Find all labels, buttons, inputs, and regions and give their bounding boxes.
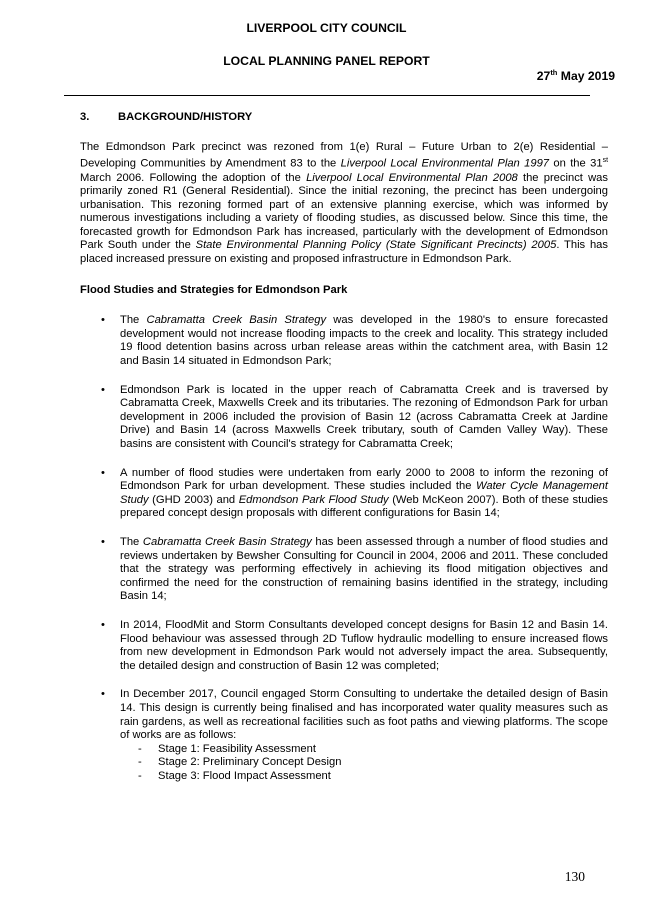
dash-marker: - <box>138 756 142 769</box>
bullet-icon: • <box>101 466 105 479</box>
item-italic: Water Cycle Management Study <box>120 480 608 506</box>
report-date <box>537 69 615 83</box>
paragraph-italic: Liverpool Local Environmental Plan 2008 <box>306 171 518 184</box>
item-italic: Edmondson Park Flood Study <box>238 493 389 506</box>
flood-studies-heading: Flood Studies and Strategies for Edmondson Park <box>80 283 348 296</box>
paragraph-italic: State Environmental Planning Policy (State Significant Precincts) 2005 <box>195 239 557 252</box>
bullet-icon: • <box>101 535 105 548</box>
date-month-year: May 2019 <box>557 69 615 83</box>
section-heading <box>80 111 608 125</box>
list-item <box>80 384 608 452</box>
section-title: BACKGROUND/HISTORY <box>118 111 253 123</box>
dash-marker: - <box>138 769 142 782</box>
list-item <box>80 536 608 604</box>
item-text: Edmondson Park is located in the upper reach of Cabramatta Creek and is traversed by Cabramatta Creek, Maxwells Creek and its tributaries. The rezoning of Edmondson Park for urban development in 2006 included the provision of Basin 12 (across Cabramatta Creek at Jardine Drive) and Basin 14 (across Maxwells Creek tributary, south of Camden Valley Way). These basins are consistent with Council's strategy for Cabramatta Creek; <box>120 383 608 451</box>
stage-text: Stage 3: Flood Impact Assessment <box>158 769 331 782</box>
dash-marker: - <box>138 742 142 755</box>
item-text: The <box>120 314 147 327</box>
list-item <box>80 688 608 783</box>
flood-studies-list <box>80 314 608 783</box>
paragraph-text: March 2006. Following the adoption of the <box>80 171 307 184</box>
bullet-icon: • <box>101 383 105 396</box>
bullet-icon: • <box>101 314 105 327</box>
stage-text: Stage 2: Preliminary Concept Design <box>158 756 342 769</box>
date-suffix: th <box>550 68 558 77</box>
stage-text: Stage 1: Feasibility Assessment <box>158 742 316 755</box>
item-text: A number of flood studies were undertaken from early 2000 to 2008 to inform the rezoning of Edmondson Park for urban development. These studies included the <box>120 466 608 493</box>
item-text: (Web McKeon 2007). Both of these studies prepared concept design proposals with different configurations for Basin 14; <box>120 493 608 520</box>
stages-list <box>120 743 608 784</box>
report-title: LOCAL PLANNING PANEL REPORT <box>223 54 430 68</box>
paragraph-superscript: st <box>602 157 609 165</box>
section-number: 3. <box>80 111 90 123</box>
date-day: 27 <box>536 69 551 83</box>
item-text: In December 2017, Council engaged Storm Consulting to undertake the detailed design of Basin 14. This design is currently being finalised and has incorporated water quality measures such as rain gardens, as well as recreational facilities such as foot paths and viewing platforms. The scope of works are as follows: <box>120 688 608 742</box>
paragraph-italic: Liverpool Local Environmental Plan 1997 <box>340 157 550 170</box>
list-item <box>80 314 608 368</box>
stage-item <box>138 743 608 757</box>
item-italic: Cabramatta Creek Basin Strategy <box>146 314 327 327</box>
header-divider <box>64 95 590 96</box>
item-text: (GHD 2003) and <box>148 493 239 506</box>
report-body <box>80 111 608 783</box>
stage-item <box>138 756 608 770</box>
organisation-name: LIVERPOOL CITY COUNCIL <box>246 21 407 35</box>
item-italic: Cabramatta Creek Basin Strategy <box>142 535 312 548</box>
item-text: was developed in the 1980's to ensure forecasted development would not increase flooding impacts to the creek and locality. This strategy included 19 flood detention basins across urban release areas within the catchment area, with Basin 12 and Basin 14 situated in Edmondson Park; <box>120 314 608 368</box>
paragraph-text: on the 31 <box>549 157 603 170</box>
paragraph-text: the precinct was primarily zoned R1 (General Residential). Since the initial rezoning, the precinct has been undergoing urbanisation. This rezoning formed part of an extensive planning exercise, which was informed by numerous investigations including a variety of flooding studies, as discussed below. Since this time, the forecasted growth for Edmondson Park has increased, particularly with the development of Edmondson Park South under the <box>80 171 608 252</box>
background-paragraph <box>80 141 608 267</box>
list-item <box>80 619 608 673</box>
list-item <box>80 467 608 521</box>
paragraph-text: The Edmondson Park precinct was rezoned from 1(e) Rural – Future Urban to 2(e) Residential – Developing Communities by Amendment 83 to the <box>80 140 608 170</box>
item-text: In 2014, FloodMit and Storm Consultants developed concept designs for Basin 12 and Basin 14. Flood behaviour was assessed through 2D Tuflow hydraulic modelling to ensure increased flows from new development in Edmondson Park would not adversely impact the area. Subsequently, the detailed design and construction of Basin 12 was completed; <box>120 618 608 672</box>
item-text: has been assessed through a number of flood studies and reviews undertaken by Bewsher Consulting for Council in 2004, 2006 and 2011. These concluded that the strategy was performing effectively in achieving its flood mitigation objectives and confirmed the need for the construction of remaining basins identified in the strategy, including Basin 14; <box>120 535 608 603</box>
stage-item <box>138 770 608 784</box>
paragraph-text: . This has placed increased pressure on existing and proposed infrastructure in Edmondson Park. <box>80 239 608 266</box>
bullet-icon: • <box>101 618 105 631</box>
page-number: 130 <box>564 869 585 884</box>
bullet-icon: • <box>101 688 105 701</box>
item-text: The <box>120 535 143 548</box>
